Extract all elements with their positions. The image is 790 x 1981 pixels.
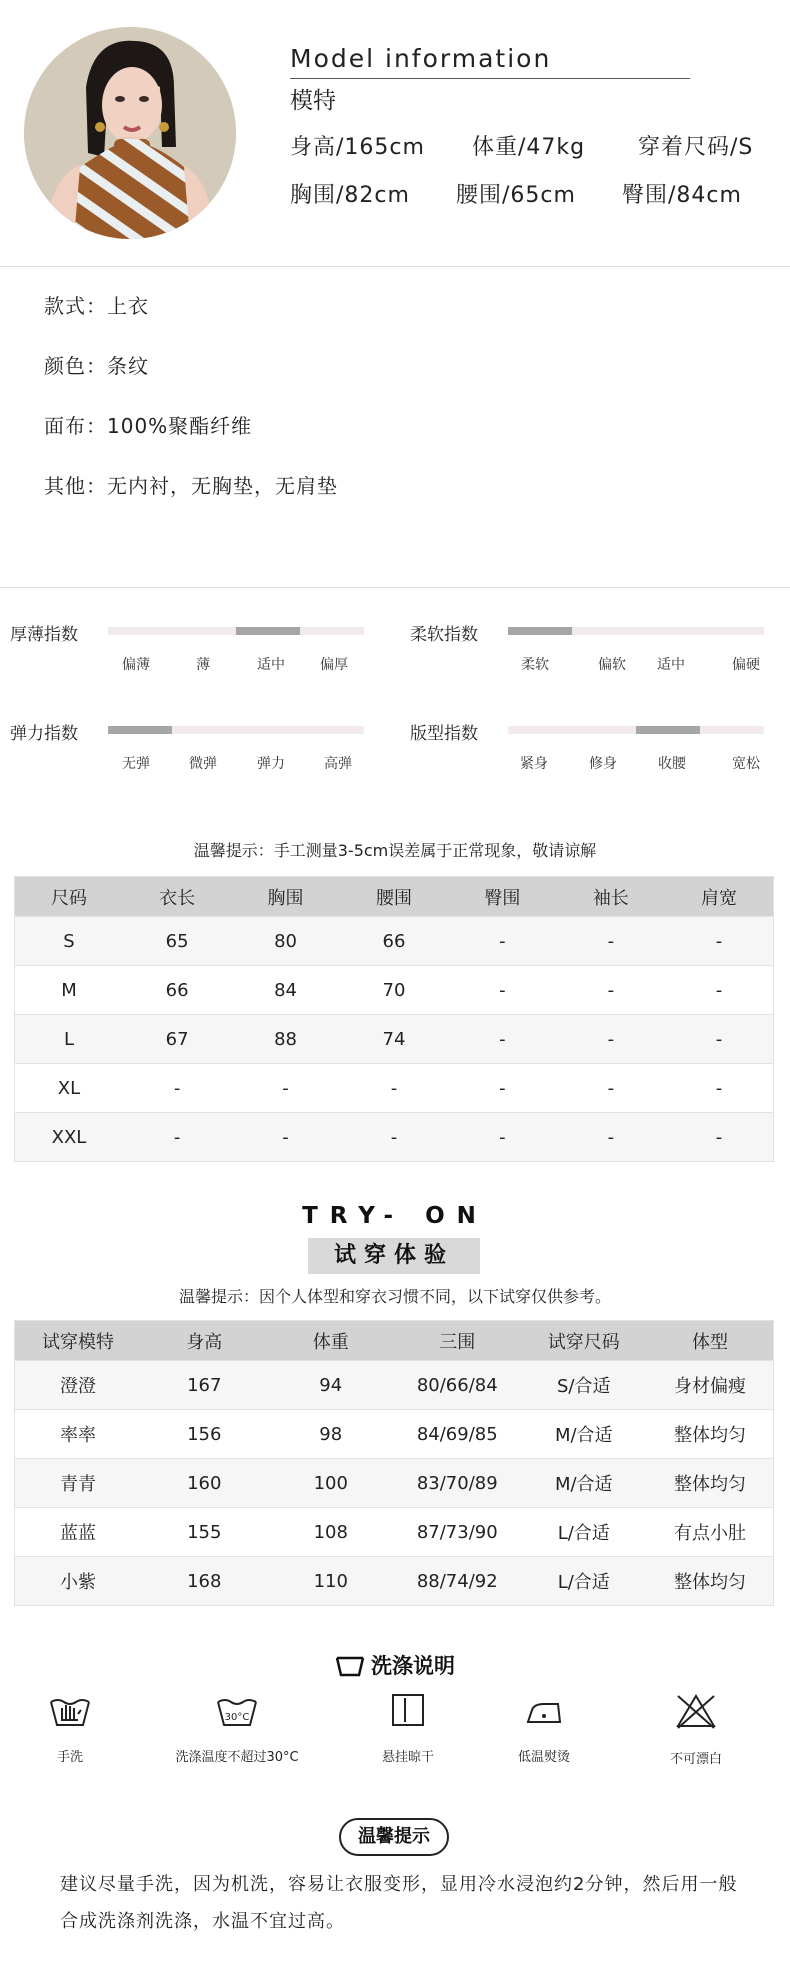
table-cell: -: [448, 917, 556, 966]
wash-label: 不可漂白: [669, 1752, 722, 1767]
wash-label: 悬挂晾干: [381, 1750, 434, 1765]
table-row: [15, 917, 774, 966]
table-cell: 88: [231, 1015, 339, 1064]
section-divider: [0, 266, 790, 267]
index-tick: 无弹: [122, 756, 150, 772]
table-cell: 160: [141, 1459, 268, 1508]
hang-dry-icon: [390, 1692, 426, 1728]
wash-title-text: 洗涤说明: [371, 1654, 455, 1678]
tryon-table-header: [15, 1321, 774, 1361]
index-tick: 紧身: [520, 756, 548, 772]
index-bar-thickness: [108, 627, 364, 635]
table-row: [15, 1557, 774, 1606]
index-bar-elasticity: [108, 726, 364, 734]
table-cell: -: [448, 966, 556, 1015]
table-row: [15, 1015, 774, 1064]
table-row: [15, 1459, 774, 1508]
col-tried-size: 试穿尺码: [521, 1321, 648, 1361]
table-cell: 87/73/90: [394, 1508, 521, 1557]
table-cell: -: [448, 1113, 556, 1162]
table-cell: XXL: [15, 1113, 123, 1162]
table-cell: 青青: [15, 1459, 142, 1508]
index-tick: 偏厚: [320, 657, 348, 673]
table-cell: -: [665, 1113, 773, 1162]
index-bar-softness: [508, 627, 764, 635]
col-model: 试穿模特: [15, 1321, 142, 1361]
table-cell: XL: [15, 1064, 123, 1113]
model-height: 身高/165cm: [290, 135, 425, 160]
table-cell: -: [123, 1113, 231, 1162]
table-cell: M/合适: [521, 1410, 648, 1459]
wash-item-bleach: [621, 1692, 771, 1767]
table-cell: 80/66/84: [394, 1361, 521, 1410]
col-measurements: 三围: [394, 1321, 521, 1361]
wash-30-icon: [215, 1692, 259, 1728]
model-info-section: [0, 0, 790, 266]
model-hip: 臀围/84cm: [622, 183, 742, 208]
table-cell: 74: [340, 1015, 448, 1064]
index-tick: 柔软: [521, 657, 549, 673]
index-tick: 微弹: [189, 756, 217, 772]
table-cell: L: [15, 1015, 123, 1064]
tryon-table: [14, 1320, 774, 1606]
model-info-subtitle: 模特: [290, 88, 336, 114]
table-cell: -: [557, 1064, 665, 1113]
table-cell: 66: [340, 917, 448, 966]
col-sleeve: 袖长: [557, 877, 665, 917]
size-table-notice: 温馨提示：手工测量3-5cm误差属于正常现象，敬请谅解: [193, 841, 597, 860]
no-bleach-icon: [674, 1692, 718, 1730]
table-cell: M/合适: [521, 1459, 648, 1508]
index-tick: 修身: [589, 756, 617, 772]
index-bar-fit: [508, 726, 764, 734]
col-body-type: 体型: [647, 1321, 774, 1361]
col-length: 衣长: [123, 877, 231, 917]
table-cell: 身材偏瘦: [647, 1361, 774, 1410]
wash-label: 低温熨烫: [517, 1750, 570, 1765]
col-shoulder: 肩宽: [665, 877, 773, 917]
col-waist: 腰围: [340, 877, 448, 917]
attr-other: 其他：无内衬，无胸垫，无肩垫: [44, 474, 338, 498]
index-tick: 适中: [657, 657, 685, 673]
model-info-title: Model information: [290, 44, 552, 73]
tip-text: 建议尽量手洗，因为机洗，容易让衣服变形，显用冷水浸泡约2分钟，然后用一般合成洗涤剂洗涤，水温不宜过高。: [60, 1874, 738, 1932]
wash-label: 洗涤温度不超过30°C: [175, 1750, 299, 1765]
table-cell: -: [557, 917, 665, 966]
tryon-title-cn: 试穿体验: [308, 1238, 480, 1274]
table-row: [15, 966, 774, 1015]
table-cell: 83/70/89: [394, 1459, 521, 1508]
table-cell: 80: [231, 917, 339, 966]
table-cell: -: [231, 1113, 339, 1162]
index-label-thickness: 厚薄指数: [10, 625, 78, 645]
table-row: [15, 1410, 774, 1459]
col-bust: 胸围: [231, 877, 339, 917]
table-cell: -: [665, 966, 773, 1015]
wash-section-title: [0, 1650, 790, 1680]
table-cell: 168: [141, 1557, 268, 1606]
table-cell: 167: [141, 1361, 268, 1410]
table-cell: 84: [231, 966, 339, 1015]
table-cell: 67: [123, 1015, 231, 1064]
table-cell: 小紫: [15, 1557, 142, 1606]
table-cell: 155: [141, 1508, 268, 1557]
wash-temp-mark: 30°C: [224, 1712, 250, 1723]
model-photo: [24, 27, 236, 239]
tryon-title-en: TRY- ON: [302, 1203, 488, 1229]
index-tick: 偏硬: [732, 657, 760, 673]
table-cell: -: [557, 1015, 665, 1064]
col-hip: 臀围: [448, 877, 556, 917]
table-cell: 108: [268, 1508, 395, 1557]
table-cell: 98: [268, 1410, 395, 1459]
hand-wash-icon: [48, 1692, 92, 1728]
table-row: [15, 1064, 774, 1113]
table-cell: -: [340, 1113, 448, 1162]
col-height: 身高: [141, 1321, 268, 1361]
index-tick: 收腰: [658, 756, 686, 772]
table-row: [15, 1113, 774, 1162]
table-cell: 整体均匀: [647, 1410, 774, 1459]
wash-item-iron: [469, 1692, 619, 1765]
table-cell: 整体均匀: [647, 1557, 774, 1606]
table-cell: 整体均匀: [647, 1459, 774, 1508]
index-tick: 偏薄: [122, 657, 150, 673]
table-cell: 94: [268, 1361, 395, 1410]
table-cell: -: [665, 1015, 773, 1064]
table-cell: 70: [340, 966, 448, 1015]
table-cell: S/合适: [521, 1361, 648, 1410]
table-cell: 100: [268, 1459, 395, 1508]
model-info-divider: [290, 78, 690, 79]
low-iron-icon: [524, 1692, 564, 1728]
attr-style: 款式：上衣: [44, 294, 149, 318]
tryon-notice: 温馨提示：因个人体型和穿衣习惯不同，以下试穿仅供参考。: [178, 1287, 611, 1306]
table-cell: 蓝蓝: [15, 1508, 142, 1557]
size-table-header: [15, 877, 774, 917]
table-cell: 65: [123, 917, 231, 966]
index-tick: 适中: [257, 657, 285, 673]
table-cell: 110: [268, 1557, 395, 1606]
col-weight: 体重: [268, 1321, 395, 1361]
table-cell: -: [340, 1064, 448, 1113]
index-tick: 高弹: [324, 756, 352, 772]
index-tick: 宽松: [732, 756, 760, 772]
table-cell: -: [448, 1064, 556, 1113]
table-cell: 84/69/85: [394, 1410, 521, 1459]
wash-basin-icon: [335, 1655, 365, 1677]
table-cell: -: [231, 1064, 339, 1113]
index-label-elasticity: 弹力指数: [10, 724, 78, 744]
attr-fabric: 面布：100%聚酯纤维: [44, 414, 253, 438]
index-label-fit: 版型指数: [410, 724, 478, 744]
model-weight: 体重/47kg: [472, 135, 586, 160]
model-size: 穿着尺码/S: [638, 135, 754, 160]
table-cell: -: [665, 917, 773, 966]
wash-item-hand: [0, 1692, 145, 1765]
wash-item-temp: [162, 1692, 312, 1765]
table-cell: S: [15, 917, 123, 966]
table-row: [15, 1508, 774, 1557]
table-cell: L/合适: [521, 1557, 648, 1606]
table-cell: -: [123, 1064, 231, 1113]
index-tick: 薄: [196, 657, 210, 673]
section-divider: [0, 587, 790, 588]
table-cell: 66: [123, 966, 231, 1015]
size-table: [14, 876, 774, 1162]
table-cell: -: [448, 1015, 556, 1064]
table-cell: -: [557, 966, 665, 1015]
index-tick: 偏软: [598, 657, 626, 673]
attr-color: 颜色：条纹: [44, 354, 149, 378]
table-cell: 88/74/92: [394, 1557, 521, 1606]
tip-title-badge: 温馨提示: [339, 1818, 449, 1856]
table-cell: 率率: [15, 1410, 142, 1459]
table-cell: -: [665, 1064, 773, 1113]
table-cell: L/合适: [521, 1508, 648, 1557]
table-cell: 156: [141, 1410, 268, 1459]
index-label-softness: 柔软指数: [410, 625, 478, 645]
table-cell: -: [557, 1113, 665, 1162]
table-cell: 澄澄: [15, 1361, 142, 1410]
table-row: [15, 1361, 774, 1410]
table-cell: 有点小肚: [647, 1508, 774, 1557]
col-size: 尺码: [15, 877, 123, 917]
model-avatar: [24, 27, 236, 239]
wash-item-hang: [333, 1692, 483, 1765]
index-tick: 弹力: [257, 756, 285, 772]
wash-label: 手洗: [56, 1750, 83, 1765]
model-bust: 胸围/82cm: [290, 183, 410, 208]
model-waist: 腰围/65cm: [456, 183, 576, 208]
table-cell: M: [15, 966, 123, 1015]
